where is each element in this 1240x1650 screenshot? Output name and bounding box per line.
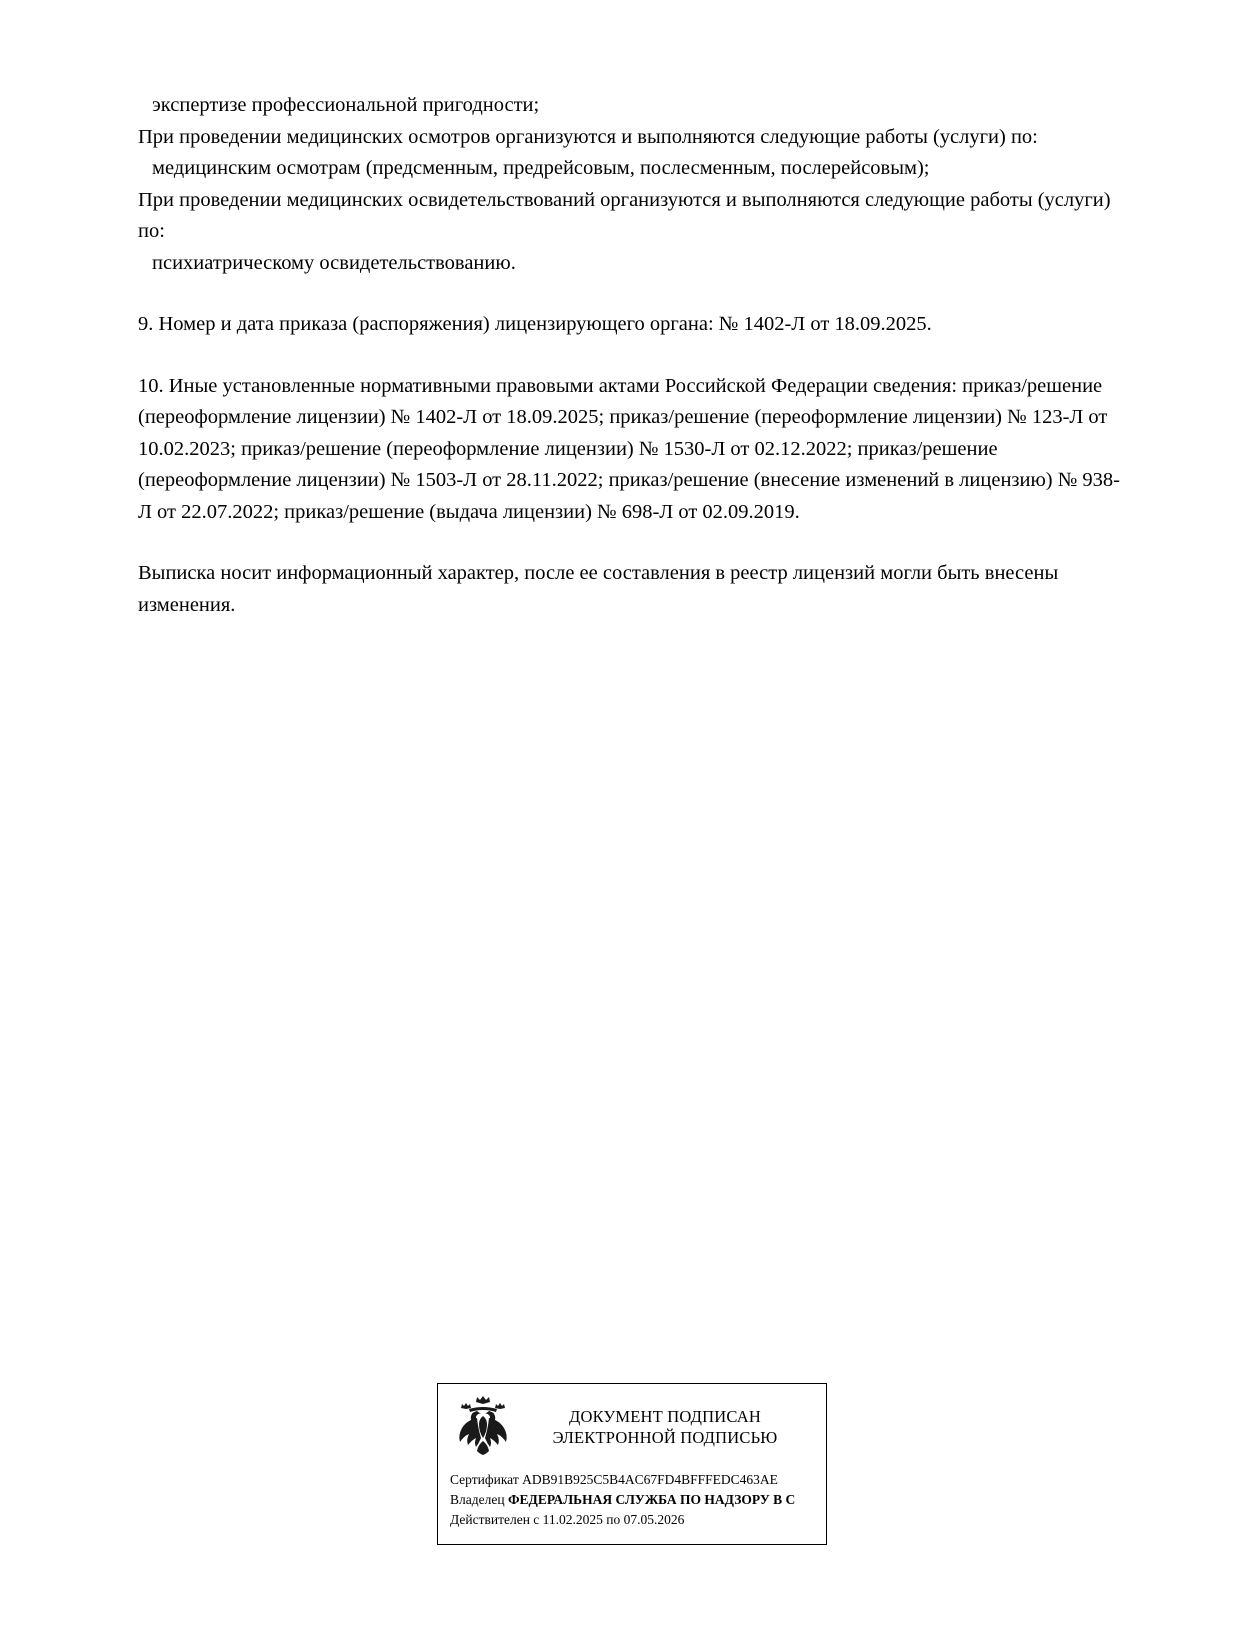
stamp-owner-line — [450, 1490, 826, 1510]
paragraph-certification-intro: При проведении медицинских освидетельствований организуются и выполняются следующие работы (услуги) по: — [138, 188, 1116, 242]
spacer — [138, 279, 1128, 309]
paragraph-medical-exams-item: медицинским осмотрам (предсменным, предрейсовым, послесменным, послерейсовым); — [152, 157, 930, 179]
stamp-certificate-label: Сертификат — [450, 1472, 519, 1487]
stamp-validity-line: Действителен с 11.02.2025 по 07.05.2026 — [450, 1512, 685, 1527]
electronic-signature-stamp — [437, 1383, 827, 1545]
stamp-title — [514, 1406, 826, 1448]
document-body — [138, 90, 1128, 621]
stamp-certificate-line — [450, 1470, 826, 1490]
double-headed-eagle-emblem-icon — [452, 1393, 514, 1461]
item-10-other-information: 10. Иные установленные нормативными правовыми актами Российской Федерации сведения: приказ/решение (переоформление лицензии) № 1402-Л от 18.09.2025; приказ/решение (переоформление лицензии) № 123-Л от 10.02.2023; приказ/решение (переоформление лицензии) № 1530-Л от 02.12.2022; приказ/решение (переоформление лицензии) № 1503-Л от 28.11.2022; приказ/решение (внесение изменений в лицензию) № 938-Л от 22.07.2022; приказ/решение (выдача лицензии) № 698-Л от 02.09.2019. — [138, 374, 1121, 523]
spacer — [138, 528, 1128, 558]
disclaimer-text: Выписка носит информационный характер, после ее составления в реестр лицензий могли быть внесены изменения. — [138, 562, 1064, 616]
spacer — [138, 341, 1128, 371]
stamp-owner-value: ФЕДЕРАЛЬНАЯ СЛУЖБА ПО НАДЗОРУ В С — [507, 1492, 796, 1507]
stamp-header — [438, 1384, 826, 1466]
stamp-title-line-1: ДОКУМЕНТ ПОДПИСАН — [569, 1407, 761, 1426]
paragraph-expertise: экспертизе профессиональной пригодности; — [152, 94, 540, 116]
stamp-title-line-2: ЭЛЕКТРОННОЙ ПОДПИСЬЮ — [552, 1428, 778, 1447]
paragraph-certification-item: психиатрическому освидетельствованию. — [152, 251, 516, 274]
stamp-details — [438, 1466, 826, 1530]
item-9-order-number-and-date: 9. Номер и дата приказа (распоряжения) лицензирующего органа: № 1402-Л от 18.09.2025. — [138, 313, 932, 335]
stamp-owner-label: Владелец — [450, 1492, 505, 1507]
paragraph-medical-exams-intro: При проведении медицинских осмотров организуются и выполняются следующие работы (услуги) по: — [138, 125, 1038, 148]
stamp-certificate-value: ADB91B925C5B4AC67FD4BFFFEDC463AE — [522, 1472, 778, 1487]
